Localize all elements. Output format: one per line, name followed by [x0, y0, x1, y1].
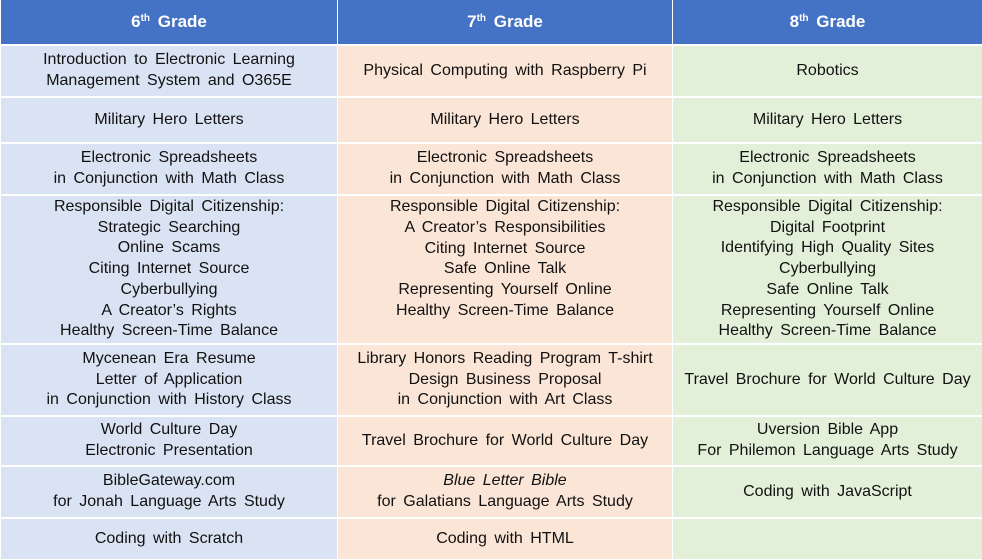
grade7-cell	[338, 344, 673, 416]
grade-number: 6	[131, 12, 140, 31]
grade7-cell	[338, 466, 673, 518]
grade6-cell	[1, 195, 338, 344]
table-row	[1, 45, 982, 97]
grade6-cell	[1, 518, 338, 560]
cell-line: Library Honors Reading Program T-shirt	[344, 349, 666, 370]
cell-line: Identifying High Quality Sites	[679, 238, 976, 259]
table-row	[1, 195, 982, 344]
cell-line: Electronic Presentation	[7, 441, 331, 462]
grade8-cell	[673, 416, 982, 466]
cell-line: Robotics	[679, 61, 976, 82]
grade6-cell	[1, 97, 338, 143]
grade8-empty-cell	[673, 518, 982, 560]
cell-line: Electronic Spreadsheets	[679, 148, 976, 169]
grade-number: 8	[790, 12, 799, 31]
header-row	[1, 0, 982, 45]
grade-word: Grade	[158, 12, 207, 31]
cell-line: Digital Footprint	[679, 218, 976, 239]
grade-word: Grade	[816, 12, 865, 31]
cell-line: Electronic Spreadsheets	[7, 148, 331, 169]
cell-line: Uversion Bible App	[679, 420, 976, 441]
grade6-cell	[1, 143, 338, 195]
cell-line: Physical Computing with Raspberry Pi	[344, 61, 666, 82]
grade6-cell	[1, 416, 338, 466]
cell-line-italic-title: Blue Letter Bible	[344, 471, 666, 492]
cell-line: Responsible Digital Citizenship:	[679, 197, 976, 218]
grade8-cell	[673, 344, 982, 416]
cell-line: for Galatians Language Arts Study	[344, 492, 666, 513]
cell-line: Citing Internet Source	[7, 259, 331, 280]
cell-line: Responsible Digital Citizenship:	[7, 197, 331, 218]
cell-line: in Conjunction with Art Class	[344, 390, 666, 411]
grade6-cell	[1, 466, 338, 518]
grade-suffix: th	[799, 13, 808, 24]
cell-line: Healthy Screen-Time Balance	[344, 301, 666, 322]
grade8-cell	[673, 143, 982, 195]
table-row	[1, 518, 982, 560]
cell-line: Online Scams	[7, 238, 331, 259]
cell-line: For Philemon Language Arts Study	[679, 441, 976, 462]
grade6-cell	[1, 344, 338, 416]
grade7-cell	[338, 416, 673, 466]
cell-line: Cyberbullying	[679, 259, 976, 280]
header-7th-grade	[338, 0, 673, 45]
grade8-cell	[673, 97, 982, 143]
table-row	[1, 97, 982, 143]
grade-suffix: th	[141, 13, 150, 24]
cell-line: Military Hero Letters	[7, 110, 331, 131]
cell-line: A Creator’s Responsibilities	[344, 218, 666, 239]
table-row	[1, 143, 982, 195]
cell-line: Coding with HTML	[344, 529, 666, 550]
cell-line: Representing Yourself Online	[679, 301, 976, 322]
cell-line: in Conjunction with Math Class	[679, 169, 976, 190]
cell-line: Design Business Proposal	[344, 370, 666, 391]
grade-suffix: th	[477, 13, 486, 24]
cell-line: Letter of Application	[7, 370, 331, 391]
cell-line: Coding with Scratch	[7, 529, 331, 550]
cell-line: Military Hero Letters	[679, 110, 976, 131]
cell-line: Travel Brochure for World Culture Day	[344, 431, 666, 452]
grade7-cell	[338, 518, 673, 560]
cell-line: in Conjunction with Math Class	[344, 169, 666, 190]
cell-line: Healthy Screen-Time Balance	[679, 321, 976, 342]
cell-line: Safe Online Talk	[344, 259, 666, 280]
cell-line: Responsible Digital Citizenship:	[344, 197, 666, 218]
grade6-cell	[1, 45, 338, 97]
cell-line: Military Hero Letters	[344, 110, 666, 131]
grade8-cell	[673, 466, 982, 518]
grade-number: 7	[467, 12, 476, 31]
cell-line: Introduction to Electronic Learning	[7, 50, 331, 71]
cell-line: Travel Brochure for World Culture Day	[679, 370, 976, 391]
cell-line: Management System and O365E	[7, 71, 331, 92]
grade8-cell	[673, 195, 982, 344]
table-row	[1, 466, 982, 518]
table-row	[1, 416, 982, 466]
grade7-cell	[338, 45, 673, 97]
header-6th-grade	[1, 0, 338, 45]
cell-line: Mycenean Era Resume	[7, 349, 331, 370]
cell-line: Citing Internet Source	[344, 239, 666, 260]
grade7-cell	[338, 97, 673, 143]
header-8th-grade	[673, 0, 982, 45]
grade8-cell	[673, 45, 982, 97]
cell-line: BibleGateway.com	[7, 471, 331, 492]
cell-line: A Creator’s Rights	[7, 301, 331, 322]
cell-line: Electronic Spreadsheets	[344, 148, 666, 169]
cell-line: Strategic Searching	[7, 218, 331, 239]
grade7-cell	[338, 195, 673, 344]
cell-line: Cyberbullying	[7, 280, 331, 301]
cell-line: Healthy Screen-Time Balance	[7, 321, 331, 342]
cell-line: Representing Yourself Online	[344, 280, 666, 301]
table-row	[1, 344, 982, 416]
cell-line: for Jonah Language Arts Study	[7, 492, 331, 513]
cell-line: World Culture Day	[7, 420, 331, 441]
cell-line: in Conjunction with Math Class	[7, 169, 331, 190]
cell-line: in Conjunction with History Class	[7, 390, 331, 411]
cell-line: Safe Online Talk	[679, 280, 976, 301]
grade-word: Grade	[494, 12, 543, 31]
cell-line: Coding with JavaScript	[679, 482, 976, 503]
grade7-cell	[338, 143, 673, 195]
